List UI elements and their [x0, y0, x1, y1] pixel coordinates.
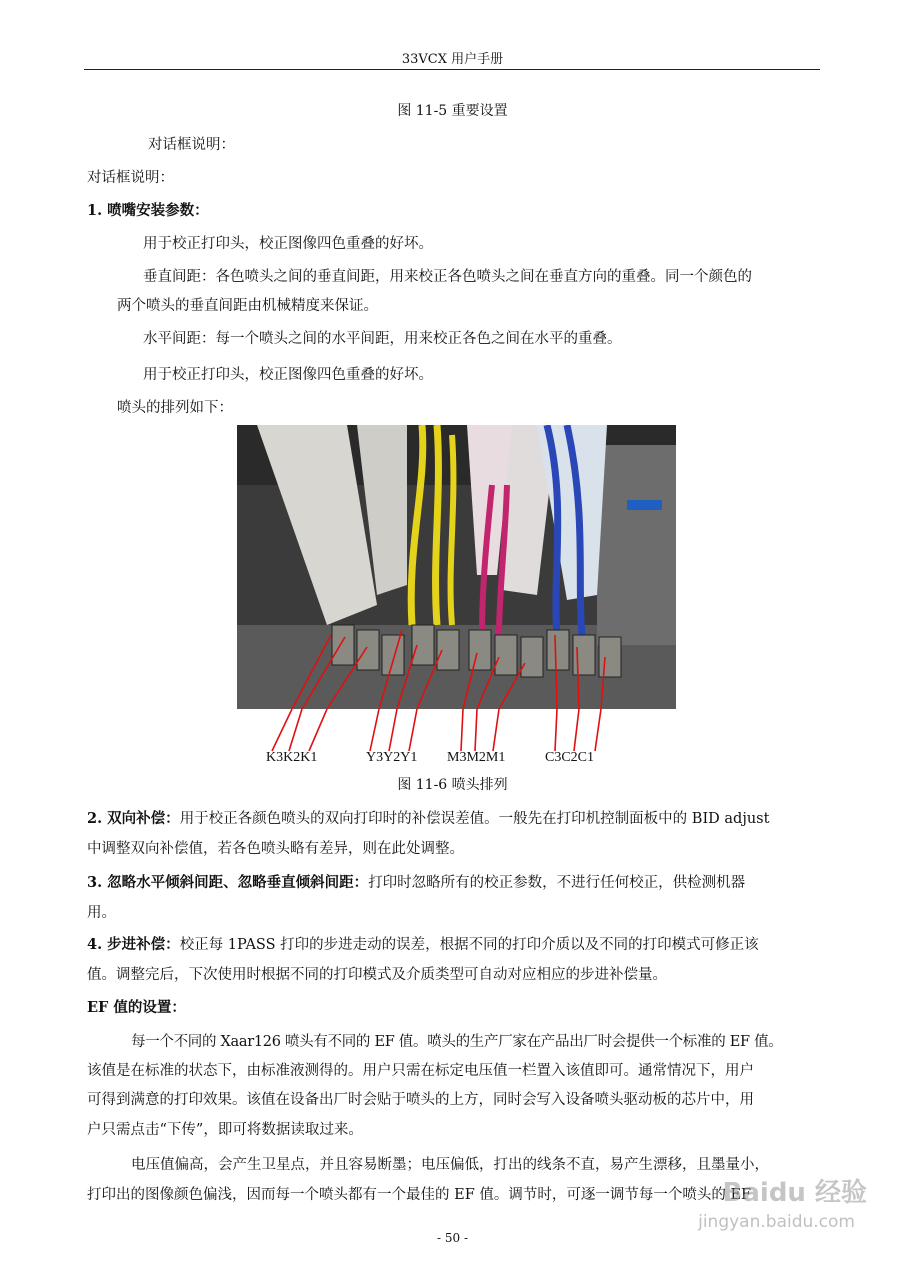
intro-line-2: 对话框说明：: [87, 170, 174, 186]
section-1-p2-line2: 两个喷头的垂直间距由机械精度来保证。: [117, 298, 378, 314]
section-3-heading: 3. 忽略水平倾斜间距、忽略垂直倾斜间距：: [87, 874, 369, 891]
section-3-text-1: 打印时忽略所有的校正参数，不进行任何校正，供检测机器: [368, 875, 746, 891]
figure-11-6-caption: 图 11-6 喷头排列: [397, 777, 508, 793]
page-number: - 50 -: [436, 1231, 468, 1245]
section-2-text-1: 用于校正各颜色喷头的双向打印时的补偿误差值。一般先在打印机控制面板中的 BID adjust: [179, 811, 770, 827]
section-1-p5: 喷头的排列如下：: [117, 400, 233, 416]
intro-line-1: 对话框说明：: [148, 137, 235, 153]
watermark-url: jingyan.baidu.com: [698, 1212, 855, 1232]
figure-11-5-caption: 图 11-5 重要设置: [397, 103, 508, 119]
section-1-p1: 用于校正打印头，校正图像四色重叠的好坏。: [143, 236, 433, 252]
ef-heading: EF 值的设置：: [87, 999, 186, 1016]
label-c: C3C2C1: [545, 750, 595, 765]
ef-p2-line2: 打印出的图像颜色偏浅，因而每一个喷头都有一个最佳的 EF 值。调节时，可逐一调节每一个喷头的 EF: [87, 1187, 752, 1203]
section-4-text-1: 校正每 1PASS 打印的步进走动的误差，根据不同的打印介质以及不同的打印模式可修正该: [179, 937, 759, 953]
section-2-line2: 中调整双向补偿值，若各色喷头略有差异，则在此处调整。: [87, 841, 464, 857]
section-4-line1: [87, 930, 759, 960]
ef-p1-line4: 户只需点击“下传”，即可将数据读取过来。: [87, 1122, 363, 1138]
section-4-line2: 值。调整完后，下次使用时根据不同的打印模式及介质类型可自动对应相应的步进补偿量。: [87, 967, 667, 983]
pointer-lines: [237, 709, 676, 753]
ef-p1-line3: 可得到满意的打印效果。该值在设备出厂时会贴于喷头的上方，同时会写入设备喷头驱动板的芯片中，用: [87, 1092, 754, 1108]
section-1-p2-line1: 垂直间距：各色喷头之间的垂直间距，用来校正各色喷头之间在垂直方向的重叠。同一个颜色的: [143, 269, 752, 285]
section-1-p4: 用于校正打印头，校正图像四色重叠的好坏。: [143, 367, 433, 383]
ef-p1-line2: 该值是在标准的状态下，由标准液测得的。用户只需在标定电压值一栏置入该值即可。通常情况下，用户: [87, 1063, 754, 1079]
section-3-line1: [87, 868, 745, 898]
section-2-line1: [87, 804, 769, 834]
section-1-heading: 1. 喷嘴安装参数：: [87, 202, 209, 219]
section-3-line2: 用。: [87, 905, 116, 921]
label-y: Y3Y2Y1: [366, 750, 418, 765]
watermark-brand: Baidu 经验: [722, 1178, 867, 1208]
label-m: M3M2M1: [447, 750, 506, 765]
page-header: 33VCX 用户手册: [401, 52, 504, 67]
printhead-photo: [237, 425, 676, 709]
label-k: K3K2K1: [266, 750, 318, 765]
section-4-heading: 4. 步进补偿：: [87, 936, 180, 953]
printhead-illustration: [237, 425, 676, 709]
ef-p1-line1: 每一个不同的 Xaar126 喷头有不同的 EF 值。喷头的生产厂家在产品出厂时会提供一个标准的 EF 值。: [131, 1034, 783, 1050]
header-rule: [84, 69, 820, 70]
section-2-heading: 2. 双向补偿：: [87, 810, 180, 827]
section-1-p3: 水平间距：每一个喷头之间的水平间距，用来校正各色之间在水平的重叠。: [143, 331, 622, 347]
ef-p2-line1: 电压值偏高，会产生卫星点，并且容易断墨；电压偏低，打出的线条不直，易产生漂移，且墨量小，: [131, 1157, 769, 1173]
